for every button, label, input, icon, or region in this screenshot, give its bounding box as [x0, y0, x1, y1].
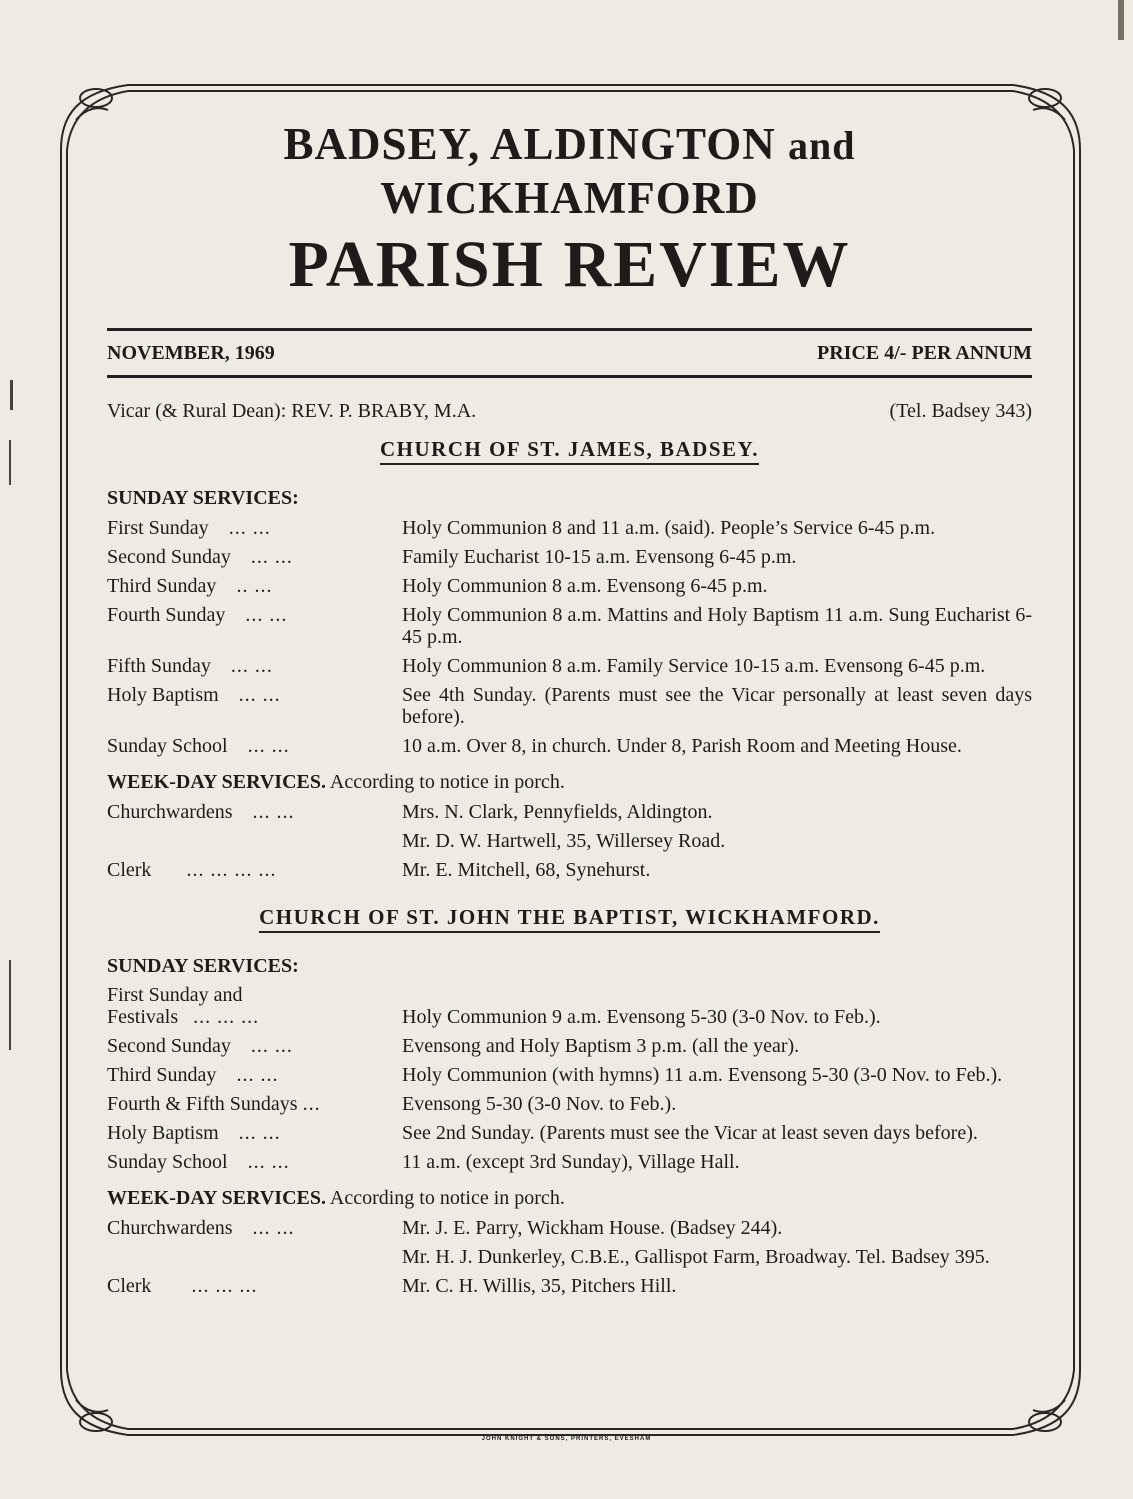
leader-dots: ... ... [236, 1064, 279, 1086]
service-label-text: Festivals [107, 1006, 179, 1028]
weekday-text: According to notice in porch. [325, 771, 565, 793]
service-value: Evensong 5-30 (3-0 Nov. to Feb.). [402, 1093, 677, 1115]
service-label [107, 604, 402, 648]
list-item [107, 1064, 1032, 1086]
list-item [107, 1122, 1032, 1144]
officer-label [107, 1246, 402, 1268]
service-label-text: Fourth & Fifth Sundays [107, 1093, 298, 1115]
service-value: Holy Communion 9 a.m. Evensong 5-30 (3-0 Nov. to Feb.). [402, 1006, 881, 1028]
divider [107, 375, 1032, 378]
list-item [107, 655, 1032, 677]
service-value: Family Eucharist 10-15 a.m. Evensong 6-45 p.m. [402, 546, 797, 568]
officer-value: Mr. C. H. Willis, 35, Pitchers Hill. [402, 1275, 677, 1297]
badsey-church-title [107, 437, 1032, 465]
badsey-sunday-heading: SUNDAY SERVICES: [107, 487, 299, 509]
service-value: Holy Communion 8 and 11 a.m. (said). People’s Service 6-45 p.m. [402, 517, 936, 539]
list-item [107, 1006, 1032, 1028]
service-value: 11 a.m. (except 3rd Sunday), Village Hall. [402, 1151, 740, 1173]
leader-dots: ... ... [247, 735, 290, 757]
officer-value: Mr. E. Mitchell, 68, Synehurst. [402, 859, 651, 881]
badsey-services-list [107, 517, 1032, 757]
service-value: 10 a.m. Over 8, in church. Under 8, Parish Room and Meeting House. [402, 735, 962, 757]
margin-mark [9, 440, 11, 485]
service-label [107, 1064, 402, 1086]
issue-date: NOVEMBER, 1969 [107, 342, 275, 364]
weekday-text: According to notice in porch. [325, 1187, 565, 1209]
list-item [107, 684, 1032, 728]
officer-label [107, 801, 402, 823]
service-label-text: Third Sunday [107, 575, 217, 597]
list-item [107, 801, 1032, 823]
list-item [107, 984, 1032, 1006]
service-label [107, 1151, 402, 1173]
list-item [107, 830, 1032, 852]
leader-dots: ... ... [228, 517, 271, 539]
issue-row [107, 331, 1032, 375]
parish-names-first: BADSEY, ALDINGTON [283, 119, 776, 169]
list-item [107, 1093, 1032, 1115]
officer-label [107, 1217, 402, 1239]
service-label-text: Fifth Sunday [107, 655, 211, 677]
leader-dots: ... ... [252, 801, 295, 823]
officer-value: Mr. H. J. Dunkerley, C.B.E., Gallispot Farm, Broadway. Tel. Badsey 395. [402, 1246, 990, 1268]
margin-mark [1118, 0, 1124, 40]
wickhamford-sunday-heading: SUNDAY SERVICES: [107, 955, 299, 977]
officer-label-text: Clerk [107, 1275, 152, 1297]
service-label-text: Sunday School [107, 735, 228, 757]
leader-dots: ... ... [238, 684, 281, 706]
wickhamford-church-title [107, 905, 1032, 933]
service-value: Holy Communion 8 a.m. Family Service 10-15 a.m. Evensong 6-45 p.m. [402, 655, 986, 677]
badsey-weekday [107, 771, 1032, 794]
content [107, 118, 1032, 1297]
officer-label [107, 1275, 402, 1297]
parish-names-and: and [787, 123, 856, 168]
parish-names [107, 118, 1032, 224]
officer-label-text: Churchwardens [107, 1217, 233, 1239]
officer-label-text: Clerk [107, 859, 152, 881]
service-label-text: First Sunday [107, 517, 209, 539]
margin-mark [10, 380, 13, 410]
leader-dots: ... ... ... [193, 1006, 260, 1028]
weekday-heading: WEEK-DAY SERVICES. [107, 1187, 326, 1209]
wickhamford-weekday [107, 1187, 1032, 1210]
service-label [107, 655, 402, 677]
printer-imprint: JOHN KNIGHT & SONS, PRINTERS, EVESHAM [481, 1436, 652, 1442]
list-item [107, 1246, 1032, 1268]
badsey-church-title-text: CHURCH OF ST. JAMES, BADSEY. [380, 437, 759, 465]
list-item [107, 735, 1032, 757]
service-label-text: Second Sunday [107, 1035, 231, 1057]
service-label-text: Second Sunday [107, 546, 231, 568]
page-title: PARISH REVIEW [288, 228, 851, 301]
service-label-text: First Sunday and [107, 984, 243, 1006]
officer-label-text: Churchwardens [107, 801, 233, 823]
service-label [107, 575, 402, 597]
list-item [107, 859, 1032, 881]
service-label [107, 1122, 402, 1144]
service-label [107, 1035, 402, 1057]
list-item [107, 517, 1032, 539]
service-label [107, 1093, 402, 1115]
list-item [107, 1035, 1032, 1057]
service-label [107, 517, 402, 539]
service-value: Holy Communion (with hymns) 11 a.m. Evensong 5-30 (3-0 Nov. to Feb.). [402, 1064, 1003, 1086]
service-label-text: Fourth Sunday [107, 604, 226, 626]
margin-mark [9, 960, 11, 1050]
officer-label [107, 859, 402, 881]
service-label [107, 684, 402, 728]
officer-value: Mr. D. W. Hartwell, 35, Willersey Road. [402, 830, 726, 852]
leader-dots: ... ... ... [191, 1275, 258, 1297]
service-label-text: Holy Baptism [107, 1122, 219, 1144]
parish-names-last: WICKHAMFORD [380, 173, 759, 223]
weekday-heading: WEEK-DAY SERVICES. [107, 771, 326, 793]
wickhamford-church-title-text: CHURCH OF ST. JOHN THE BAPTIST, WICKHAMFORD. [259, 905, 880, 933]
service-value: Evensong and Holy Baptism 3 p.m. (all the year). [402, 1035, 800, 1057]
vicar-tel: (Tel. Badsey 343) [889, 400, 1032, 422]
service-value: See 2nd Sunday. (Parents must see the Vicar at least seven days before). [402, 1122, 978, 1144]
vicar-row [107, 400, 1032, 423]
list-item [107, 604, 1032, 648]
list-item [107, 546, 1032, 568]
leader-dots: ... ... ... ... [186, 859, 277, 881]
service-label [107, 735, 402, 757]
service-value: Holy Communion 8 a.m. Evensong 6-45 p.m. [402, 575, 768, 597]
service-label-text: Holy Baptism [107, 684, 219, 706]
leader-dots: ... ... [250, 546, 293, 568]
leader-dots: ... ... [230, 655, 273, 677]
service-value: See 4th Sunday. (Parents must see the Vicar personally at least seven days before). [402, 684, 1032, 728]
service-label [107, 1006, 402, 1028]
leader-dots: ... ... [252, 1217, 295, 1239]
leader-dots: ... ... [250, 1035, 293, 1057]
price: PRICE 4/- PER ANNUM [817, 342, 1032, 364]
leader-dots: ... [302, 1093, 321, 1115]
leader-dots: ... ... [247, 1151, 290, 1173]
list-item [107, 1275, 1032, 1297]
leader-dots: ... ... [238, 1122, 281, 1144]
list-item [107, 575, 1032, 597]
leader-dots: ... ... [245, 604, 288, 626]
service-label-text: Sunday School [107, 1151, 228, 1173]
list-item [107, 1151, 1032, 1173]
leader-dots: .. ... [236, 575, 273, 597]
service-value: Holy Communion 8 a.m. Mattins and Holy Baptism 11 a.m. Sung Eucharist 6-45 p.m. [402, 604, 1032, 648]
officer-value: Mrs. N. Clark, Pennyfields, Aldington. [402, 801, 713, 823]
service-label [107, 546, 402, 568]
list-item [107, 1217, 1032, 1239]
vicar-name: Vicar (& Rural Dean): REV. P. BRABY, M.A. [107, 400, 477, 422]
service-label-text: Third Sunday [107, 1064, 217, 1086]
officer-value: Mr. J. E. Parry, Wickham House. (Badsey 244). [402, 1217, 783, 1239]
officer-label [107, 830, 402, 852]
